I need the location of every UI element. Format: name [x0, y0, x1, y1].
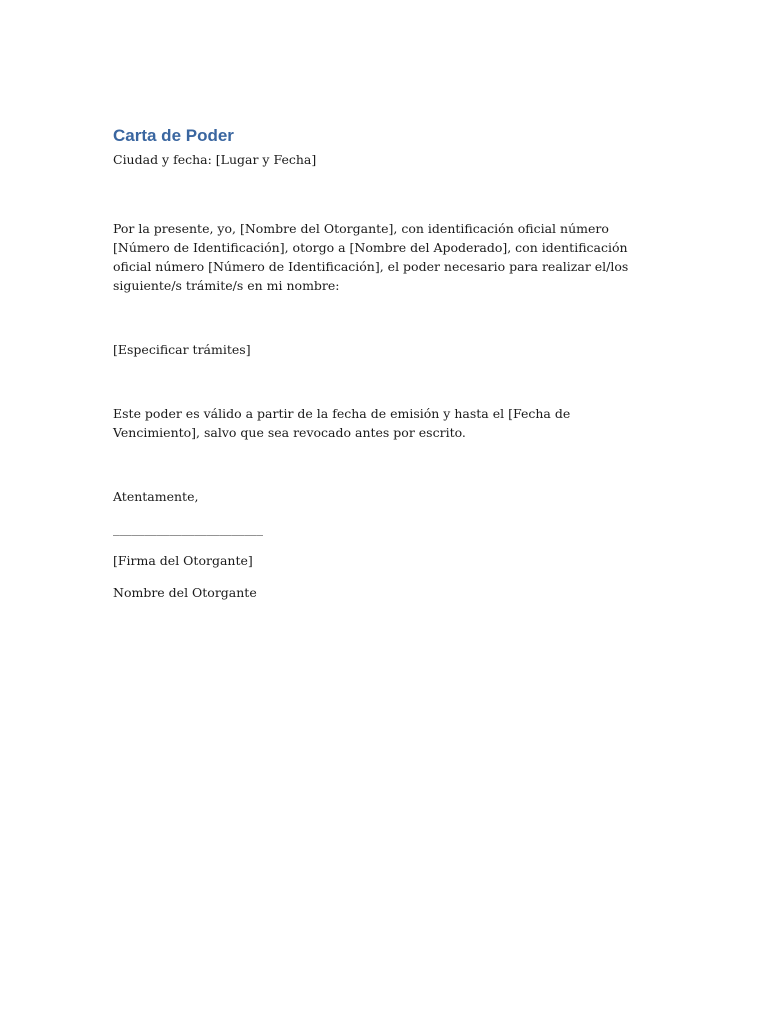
tramites-placeholder: [Especificar trámites]: [113, 342, 251, 357]
validity-paragraph: Este poder es válido a partir de la fecha de emisión y hasta el [Fecha de Vencimiento], salvo que sea revocado antes por escrito.: [113, 406, 571, 440]
signature-placeholder: [Firma del Otorgante]: [113, 553, 253, 568]
document-content: [113, 124, 658, 602]
signature-line: ________________________: [113, 521, 263, 536]
date-line: Ciudad y fecha: [Lugar y Fecha]: [113, 152, 317, 167]
closing-line: Atentamente,: [113, 489, 199, 504]
page-title: Carta de Poder: [113, 126, 234, 145]
body-paragraph: Por la presente, yo, [Nombre del Otorgante], con identificación oficial número [Número de Identificación], otorgo a [Nombre del Apoderado], con identificación oficial número [Número de Identificación], el poder necesario para realizar el/los siguiente/s trámite/s en mi nombre:: [113, 221, 629, 293]
grantor-name: Nombre del Otorgante: [113, 585, 257, 600]
